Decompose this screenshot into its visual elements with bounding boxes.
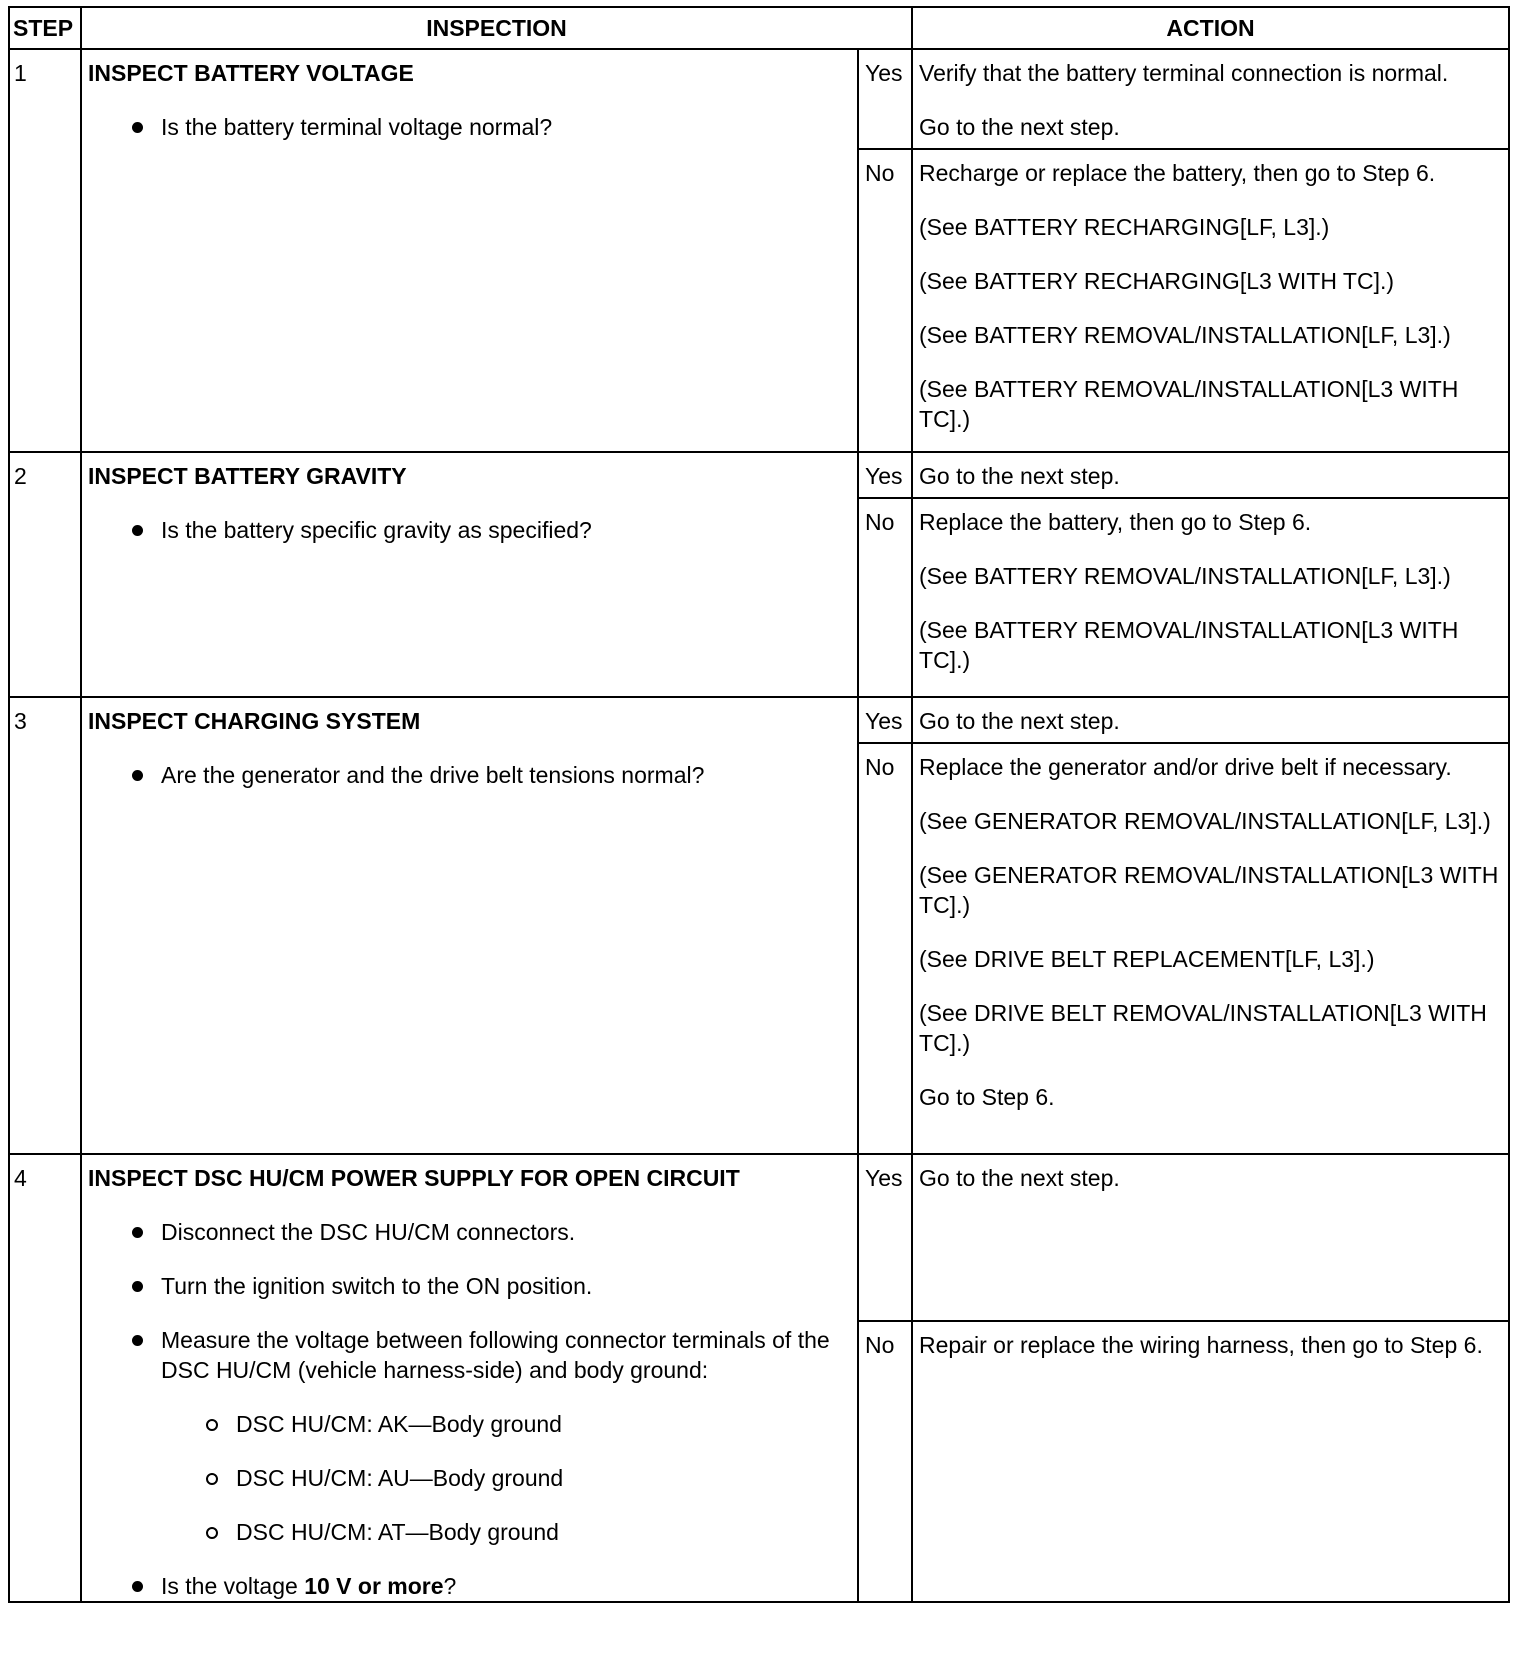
action-line: Replace the generator and/or drive belt if necessary. xyxy=(919,754,1452,780)
step-2-yes-row xyxy=(9,452,1509,498)
step-3-yes-action xyxy=(912,697,1509,743)
reference-link[interactable]: (See DRIVE BELT REMOVAL/INSTALLATION[L3 WITH TC].) xyxy=(919,1000,1487,1056)
step-1-number: 1 xyxy=(9,49,81,452)
bullet-item: Turn the ignition switch to the ON position. xyxy=(88,1271,851,1301)
step-2-no-action xyxy=(912,498,1509,697)
bullet-item xyxy=(88,1571,851,1601)
step-1-no-action xyxy=(912,149,1509,452)
action-line: Replace the battery, then go to Step 6. xyxy=(919,509,1312,535)
reference-link[interactable]: (See BATTERY REMOVAL/INSTALLATION[L3 WITH TC].) xyxy=(919,617,1459,673)
step-4-inspection xyxy=(81,1154,858,1602)
step-3-title: INSPECT CHARGING SYSTEM xyxy=(88,708,421,734)
reference-link[interactable]: (See BATTERY REMOVAL/INSTALLATION[LF, L3].) xyxy=(919,563,1451,589)
voltage-threshold: 10 V or more xyxy=(304,1573,444,1599)
action-column-header: ACTION xyxy=(912,7,1509,49)
reference-link[interactable]: (See DRIVE BELT REPLACEMENT[LF, L3].) xyxy=(919,946,1375,972)
bullet-item: Disconnect the DSC HU/CM connectors. xyxy=(88,1217,851,1247)
action-line: Repair or replace the wiring harness, then go to Step 6. xyxy=(919,1331,1483,1358)
step-3-no-label: No xyxy=(858,743,912,1154)
bullet-item: Are the generator and the drive belt tensions normal? xyxy=(88,760,851,790)
step-1-title: INSPECT BATTERY VOLTAGE xyxy=(88,60,414,86)
step-1-inspection xyxy=(81,49,858,452)
measure-instruction: Measure the voltage between following connector terminals of the DSC HU/CM (vehicle harness-side) and body ground: xyxy=(161,1327,830,1383)
step-2-number: 2 xyxy=(9,452,81,697)
bullet-item xyxy=(88,1325,851,1547)
step-4-number: 4 xyxy=(9,1154,81,1602)
action-line: Go to the next step. xyxy=(919,708,1120,734)
step-1-yes-action xyxy=(912,49,1509,149)
step-3-yes-row xyxy=(9,697,1509,743)
bullet-item: Is the battery specific gravity as specified? xyxy=(88,515,851,545)
terminal-item: DSC HU/CM: AT—Body ground xyxy=(161,1517,851,1547)
reference-link[interactable]: (See BATTERY RECHARGING[L3 WITH TC].) xyxy=(919,268,1395,294)
step-3-yes-label: Yes xyxy=(858,697,912,743)
action-line: Go to the next step. xyxy=(919,463,1120,489)
action-line: Verify that the battery terminal connection is normal. xyxy=(919,60,1449,86)
step-2-bullets xyxy=(88,515,851,545)
step-3-inspection xyxy=(81,697,858,1154)
action-line: Go to the next step. xyxy=(919,114,1120,140)
step-4-no-action xyxy=(912,1321,1509,1602)
action-line: Recharge or replace the battery, then go to Step 6. xyxy=(919,160,1436,186)
step-4-bullets xyxy=(88,1217,851,1601)
step-4-title: INSPECT DSC HU/CM POWER SUPPLY FOR OPEN CIRCUIT xyxy=(88,1165,740,1191)
step-1-no-label: No xyxy=(858,149,912,452)
reference-link[interactable]: (See BATTERY REMOVAL/INSTALLATION[LF, L3].) xyxy=(919,322,1451,348)
header-row xyxy=(9,7,1509,49)
step-4-yes-label: Yes xyxy=(858,1154,912,1321)
step-3-bullets xyxy=(88,760,851,790)
reference-link[interactable]: (See BATTERY REMOVAL/INSTALLATION[L3 WITH TC].) xyxy=(919,376,1459,432)
step-3-no-action xyxy=(912,743,1509,1154)
reference-link[interactable]: (See GENERATOR REMOVAL/INSTALLATION[L3 WITH TC].) xyxy=(919,862,1499,918)
terminal-item: DSC HU/CM: AU—Body ground xyxy=(161,1463,851,1493)
step-2-inspection xyxy=(81,452,858,697)
inspection-column-header: INSPECTION xyxy=(81,7,912,49)
step-4-yes-action xyxy=(912,1154,1509,1321)
step-2-title: INSPECT BATTERY GRAVITY xyxy=(88,463,407,489)
terminal-list xyxy=(161,1409,851,1547)
step-1-bullets xyxy=(88,112,851,142)
diagnostic-procedure-table xyxy=(8,6,1510,1603)
step-4-yes-row xyxy=(9,1154,1509,1321)
step-2-no-label: No xyxy=(858,498,912,697)
action-line: Go to the next step. xyxy=(919,1165,1120,1191)
step-2-yes-action xyxy=(912,452,1509,498)
reference-link[interactable]: (See BATTERY RECHARGING[LF, L3].) xyxy=(919,214,1330,240)
action-line: Go to Step 6. xyxy=(919,1084,1055,1110)
step-1-yes-label: Yes xyxy=(858,49,912,149)
step-4-no-label: No xyxy=(858,1321,912,1602)
terminal-item: DSC HU/CM: AK—Body ground xyxy=(161,1409,851,1439)
step-column-header: STEP xyxy=(9,7,81,49)
step-1-yes-row xyxy=(9,49,1509,149)
step-3-number: 3 xyxy=(9,697,81,1154)
voltage-question-prefix: Is the voltage xyxy=(161,1573,305,1599)
voltage-question-suffix: ? xyxy=(443,1573,457,1599)
reference-link[interactable]: (See GENERATOR REMOVAL/INSTALLATION[LF, L3].) xyxy=(919,808,1491,834)
bullet-item: Is the battery terminal voltage normal? xyxy=(88,112,851,142)
step-2-yes-label: Yes xyxy=(858,452,912,498)
